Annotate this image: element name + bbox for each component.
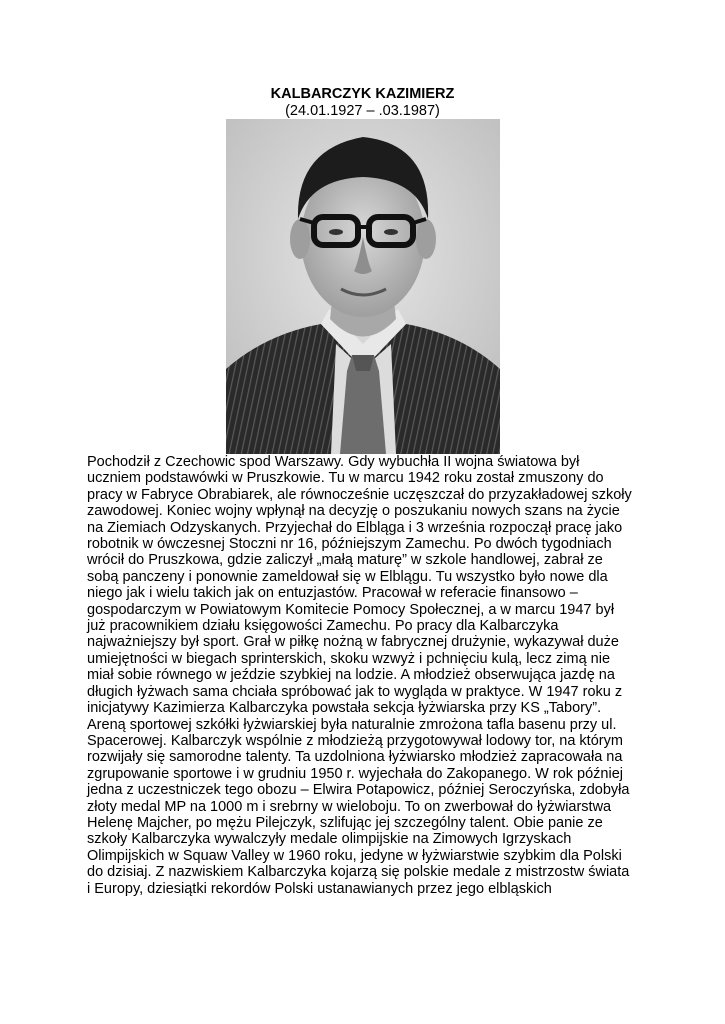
text-line: i Europy, dziesiątki rekordów Polski ustanawianych przez jego elbląskich xyxy=(87,880,552,897)
text-line: zawodowej. Koniec wojny wpłynął na decyzję o poszukaniu nowych szans na życie xyxy=(87,503,620,520)
text-line: na Ziemiach Odzyskanych. Przyjechał do Elbląga i 3 września rozpoczął pracę jako xyxy=(87,519,623,536)
text-line: Spacerowej. Kalbarczyk wspólnie z młodzieżą przygotowywał lodowy tor, na którym xyxy=(87,732,623,749)
text-line: najważniejszy był sport. Grał w piłkę nożną w fabrycznej drużynie, wykazywał duże xyxy=(87,634,619,651)
text-line: jedna z uczestniczek tego obozu – Elwira Potapowicz, później Seroczyńska, zdobyła xyxy=(87,782,630,799)
text-line: sobą panczeny i ponownie zameldował się w Elblągu. Tu wszystko było nowe dla xyxy=(87,568,608,585)
text-line: złoty medal MP na 1000 m i srebrny w wieloboju. To on zwerbował do łyżwiarstwa xyxy=(87,798,612,815)
text-line: gospodarczym w Powiatowym Komitecie Pomocy Społecznej, a w marcu 1947 był xyxy=(87,601,615,618)
biography-text xyxy=(87,454,647,897)
text-line: miał sobie równego w jeździe szybkiej na lodzie. A młodzież obserwująca jazdę na xyxy=(87,667,615,684)
text-line: Helenę Majcher, po mężu Pilejczyk, szlifując jej szczególny talent. Obie panie ze xyxy=(87,814,603,831)
text-line: umiejętności w biegach sprinterskich, skoku wzwyż i pchnięciu kulą, lecz zimą nie xyxy=(87,650,611,667)
text-line: pracy w Fabryce Obrabiarek, ale równocześnie uczęszczał do przyzakładowej szkoły xyxy=(87,486,632,503)
text-line: szkoły Kalbarczyka wywalczyły medale olimpijskie na Zimowych Igrzyskach xyxy=(87,831,572,848)
text-line: Pochodził z Czechowic spod Warszawy. Gdy wybuchła II wojna światowa był xyxy=(87,454,580,470)
document-title: KALBARCZYK KAZIMIERZ xyxy=(270,86,455,102)
text-line: do dzisiaj. Z nazwiskiem Kalbarczyka kojarzą się polskie medale z mistrzostw świata xyxy=(87,864,630,881)
text-line: rozwijały się samorodne talenty. Ta uzdolniona łyżwiarsko młodzież zapracowała na xyxy=(87,749,623,766)
text-line: już pracownikiem działu księgowości Zamechu. Po pracy dla Kalbarczyka xyxy=(87,618,559,635)
text-line: wrócił do Pruszkowa, gdzie zaliczył „małą maturę” w szkole handlowej, zabrał ze xyxy=(87,552,603,569)
text-line: uczniem podstawówki w Pruszkowie. Tu w marcu 1942 roku został zmuszony do xyxy=(87,470,604,487)
text-line: zgrupowanie sportowe i w grudniu 1950 r. wyjechała do Zakopanego. W rok później xyxy=(87,765,624,782)
text-line: niego jak i wielu takich jak on entuzjastów. Pracował w referacie finansowo – xyxy=(87,585,578,602)
text-line: Olimpijskich w Squaw Valley w 1960 roku, jedyne w łyżwiarstwie szybkim dla Polski xyxy=(87,847,622,864)
text-line: długich łyżwach sama chciała spróbować jak to wygląda w praktyce. W 1947 roku z xyxy=(87,683,623,700)
life-dates: (24.01.1927 – .03.1987) xyxy=(285,103,440,119)
text-line: robotnik w ówczesnej Stoczni nr 16, późniejszym Zamechu. Po dwóch tygodniach xyxy=(87,536,612,553)
portrait-photo xyxy=(226,119,500,454)
text-line: Areną sportowej szkółki łyżwiarskiej była naturalnie zmrożona tafla basenu przy ul. xyxy=(87,716,617,733)
text-line: inicjatywy Kazimierza Kalbarczyka powstała sekcja łyżwiarska przy KS „Tabory”. xyxy=(87,700,602,717)
